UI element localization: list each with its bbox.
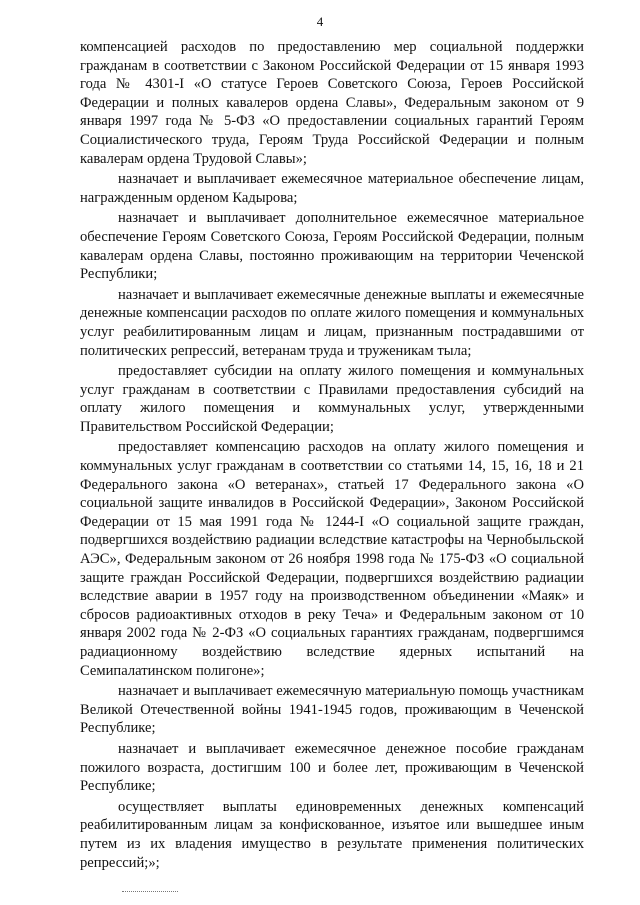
paragraph-3: назначает и выплачивает дополнительное ежемесячное материальное обеспечение Героям Советского Союза, Героям Российской Федерации, полным кавалерам ордена Славы, постоянно проживающим на территории Чеченской Республики; [80,210,584,283]
document-body [80,38,584,874]
paragraph-2: назначает и выплачивает ежемесячное материальное обеспечение лицам, награжденным орденом Кадырова; [80,171,584,206]
paragraph-4: назначает и выплачивает ежемесячные денежные выплаты и ежемесячные денежные компенсации расходов по оплате жилого помещения и коммунальных услуг реабилитированным лицам и лицам, признанным пострадавшими от политических репрессий, ветеранам труда и труженикам тыла; [80,286,584,359]
paragraph-9: осуществляет выплаты единовременных денежных компенсаций реабилитированным лицам за конфискованное, изъятое или вышедшее иным путем из их владения имущество в результате применения политических репрессий;»; [80,798,584,871]
paragraph-1: компенсацией расходов по предоставлению мер социальной поддержки гражданам в соответствии с Законом Российской Федерации от 15 января 1993 года № 4301-I «О статусе Героев Советского Союза, Героев Российской Федерации и полных кавалеров ордена Славы», Федеральным законом от 9 января 1997 года № 5-ФЗ «О предоставлении социальных гарантий Героям Социалистического труда, Героям Труда Российской Федерации и полным кавалерам ордена Трудовой Славы»; [80,39,584,167]
page-number: 4 [316,14,324,29]
paragraph-8: назначает и выплачивает ежемесячное денежное пособие гражданам пожилого возраста, достигшим 100 и более лет, проживающим в Чеченской Республике; [80,740,584,795]
scan-artifact-mark [122,891,178,896]
paragraph-6: предоставляет компенсацию расходов на оплату жилого помещения и коммунальных услуг гражданам в соответствии со статьями 14, 15, 16, 18 и 21 Федерального закона «О ветеранах», статьей 17 Федерального закона «О социальной защите инвалидов в Российской Федерации», Законом Российской Федерации от 15 мая 1991 года № 1244-I «О социальной защите граждан, подвергшихся воздействию радиации вследствие катастрофы на Чернобыльской АЭС», Федеральным законом от 26 ноября 1998 года № 175-ФЗ «О социальной защите граждан Российской Федерации, подвергшихся воздействию радиации вследствие аварии в 1957 году на производственном объединении «Маяк» и сбросов радиоактивных отходов в реку Теча» и Федеральным законом от 10 января 2002 года № 2-ФЗ «О социальных гарантиях гражданам, подвергшимся радиационному воздействию вследствие ядерных испытаний на Семипалатинском полигоне»; [80,439,584,679]
paragraph-5: предоставляет субсидии на оплату жилого помещения и коммунальных услуг гражданам в соответствии с Правилами предоставления субсидий на оплату жилого помещения и коммунальных услуг, утвержденными Правительством Российской Федерации; [80,363,584,435]
paragraph-7: назначает и выплачивает ежемесячную материальную помощь участникам Великой Отечественной войны 1941-1945 годов, проживающим в Чеченской Республике; [80,683,584,737]
